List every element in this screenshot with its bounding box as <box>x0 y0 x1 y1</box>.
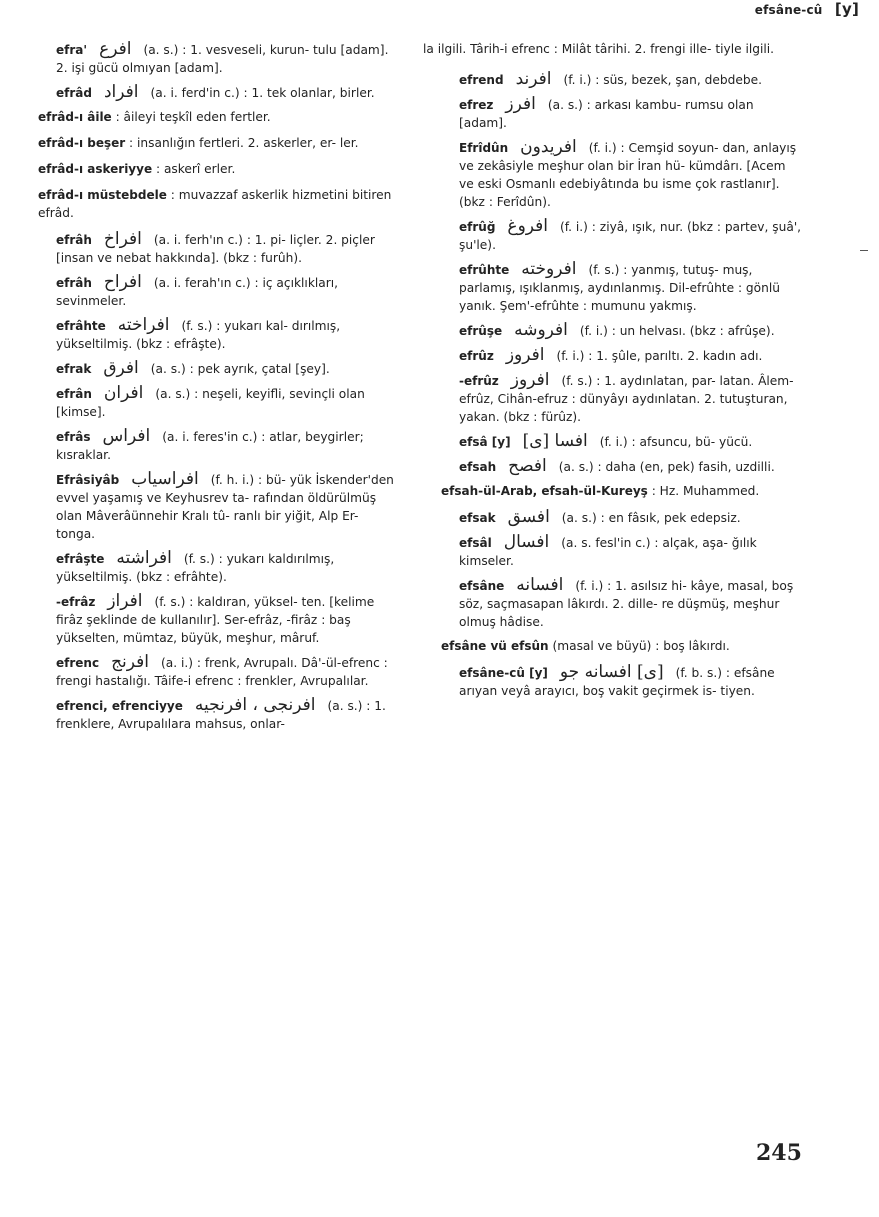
arabic-script: افرق <box>103 358 139 378</box>
header-title: efsâne-cû <box>754 3 823 17</box>
dictionary-entry <box>423 260 803 315</box>
definition-text: (a. s.) : pek ayrık, çatal [şey]. <box>150 362 330 376</box>
arabic-script: افرع <box>99 39 132 59</box>
dictionary-entry <box>423 95 803 132</box>
dictionary-entry <box>423 321 803 340</box>
definition-text: (a. s.) : neşeli, keyifli, sevinçli olan [kimse]. <box>56 387 365 419</box>
definition-text: (a. s. fesl'in c.) : alçak, aşa- ğılık kimseler. <box>459 536 757 568</box>
headword: efsâne vü efsûn <box>441 639 549 653</box>
definition-text: (a. i. feres'in c.) : atlar, beygirler; kısraklar. <box>56 430 364 462</box>
dictionary-entry <box>423 432 803 451</box>
headword: efsâ [y] <box>459 435 511 449</box>
definition-text: : Hz. Muhammed. <box>651 484 760 498</box>
dictionary-entry <box>20 273 394 310</box>
dictionary-entry <box>20 40 394 77</box>
arabic-script: [ى] افسانه جو <box>559 662 664 682</box>
headword: efrâd-ı beşer <box>38 136 126 150</box>
definition-text: (f. s.) : 1. aydınlatan, par- latan. Âlem-efrûz, Cihân-efruz : dünyâyı aydınlatan. 2. tutuşturan, yakan. (bkz : fürûz). <box>459 374 794 424</box>
headword: efrend <box>459 73 504 87</box>
definition-text: : muvazzaf askerlik hizmetini bitiren efrâd. <box>38 188 392 220</box>
headword: efsâne-cû [y] <box>459 666 548 680</box>
headword: efrez <box>459 98 494 112</box>
dictionary-entry <box>423 40 803 58</box>
definition-text: : insanlığın fertleri. 2. askerler, er- ler. <box>129 136 359 150</box>
arabic-script: افراح <box>103 272 142 292</box>
arabic-script: افصح <box>508 456 547 476</box>
definition-text: (f. s.) : kaldıran, yüksel- ten. [kelime firâz şeklinde de kullanılır]. Ser-efrâz, -firâz : baş yükselten, mümtaz, büyük, meşhur, mâruf. <box>56 595 375 645</box>
definition-text: (a. i. ferah'ın c.) : iç açıklıkları, sevinmeler. <box>56 276 339 308</box>
arabic-script: افسق <box>507 507 550 527</box>
headword: efrân <box>56 387 92 401</box>
definition-text: (a. s.) : en fâsık, pek edepsiz. <box>561 511 741 525</box>
dictionary-entry <box>423 533 803 570</box>
arabic-script: افراسياب <box>131 469 199 489</box>
header-bracket: [y] <box>834 0 859 18</box>
headword: efrak <box>56 362 92 376</box>
dictionary-entry <box>423 576 803 631</box>
headword: efsah-ül-Arab, efsah-ül-Kureyş <box>441 484 648 498</box>
headword: efrûşe <box>459 324 503 338</box>
dictionary-entry <box>20 160 394 178</box>
headword: efrâşte <box>56 552 105 566</box>
definition-text: (f. i.) : afsuncu, bü- yücü. <box>599 435 753 449</box>
arabic-script: افسال <box>503 532 550 552</box>
dictionary-entry <box>20 549 394 586</box>
headword: efrâhte <box>56 319 106 333</box>
headword: efrûz <box>459 349 494 363</box>
dictionary-entry <box>423 637 803 655</box>
headword: efsâl <box>459 536 492 550</box>
definition-text: : âileyi teşkîl eden fertler. <box>115 110 271 124</box>
headword: efsâne <box>459 579 505 593</box>
arabic-script: افرند <box>515 69 552 89</box>
definition-text: (a. i. ferd'in c.) : 1. tek olanlar, birler. <box>150 86 375 100</box>
headword: Efrâsiyâb <box>56 473 120 487</box>
definition-text: la ilgili. Târih-i efrenc : Milât târihi. 2. frengi ille- tiyle ilgili. <box>423 42 774 56</box>
dictionary-entry <box>20 696 394 733</box>
definition-text: (f. i.) : un helvası. (bkz : afrûşe). <box>579 324 775 338</box>
headword: efsak <box>459 511 496 525</box>
headword: efrûğ <box>459 220 496 234</box>
dictionary-entry <box>20 427 394 464</box>
dictionary-entry <box>20 384 394 421</box>
headword: efrenc <box>56 656 100 670</box>
dictionary-entry <box>20 230 394 267</box>
headword: -efrûz <box>459 374 499 388</box>
definition-text: (a. s.) : 1. frenklere, Avrupalılara mahsus, onlar- <box>56 699 386 731</box>
arabic-script: افران <box>103 383 144 403</box>
dictionary-entry <box>20 134 394 152</box>
headword: efrâd <box>56 86 92 100</box>
definition-text: (a. s.) : daha (en, pek) fasih, uzdilli. <box>558 460 775 474</box>
definition-text: (f. i.) : 1. şûle, parıltı. 2. kadın adı. <box>556 349 763 363</box>
definition-text: (f. s.) : yukarı kaldırılmış, yükseltilmiş. (bkz : efrâhte). <box>56 552 335 584</box>
headword: Efrîdûn <box>459 141 509 155</box>
dictionary-entry <box>423 70 803 89</box>
arabic-script: افسانه <box>516 575 564 595</box>
headword: efrâd-ı âile <box>38 110 112 124</box>
arabic-script: افراز <box>107 591 143 611</box>
headword: efrâs <box>56 430 91 444</box>
dictionary-entry <box>423 482 803 500</box>
dictionary-entry <box>20 592 394 647</box>
arabic-script: افروز <box>510 370 550 390</box>
arabic-script: افراشته <box>116 548 172 568</box>
definition-text: (f. h. i.) : bü- yük İskender'den evvel yaşamış ve Keyhusrev ta- rafından öldürülmüş olan Mâverâünnehir Kralı tû- ranlı bir yiğit, Alp Er-tonga. <box>56 473 394 541</box>
headword: efrenci, efrenciyye <box>56 699 183 713</box>
dictionary-entry <box>423 217 803 254</box>
definition-text: (a. i. ferh'ın c.) : 1. pi- liçler. 2. piçler [insan ve nebat hakkında]. (bkz : furûh). <box>56 233 375 265</box>
page-number: 245 <box>756 1140 802 1166</box>
dictionary-entry <box>20 83 394 102</box>
arabic-script: افرز <box>505 94 536 114</box>
headword: efrâd-ı askeriyye <box>38 162 153 176</box>
dictionary-entry <box>20 470 394 543</box>
arabic-script: افسا [ى] <box>522 431 588 451</box>
left-column <box>20 40 394 739</box>
definition-text: (f. i.) : ziyâ, ışık, nur. (bkz : partev, şuâ', şu'le). <box>459 220 802 252</box>
dictionary-entry <box>423 346 803 365</box>
definition-text: (f. i.) : Cemşid soyun- dan, anlayış ve zekâsiyle meşhur olan bir İran hü- kümdârı. [Acem ve eski Osmanlı edebiyâtında bu isme çok rastlanır]. (bkz : Ferîdûn). <box>459 141 797 209</box>
dictionary-entry <box>20 316 394 353</box>
arabic-script: افروخته <box>521 259 577 279</box>
dictionary-entry <box>423 371 803 426</box>
arabic-script: افروشه <box>514 320 568 340</box>
headword: efrâh <box>56 233 92 247</box>
dictionary-entry <box>20 108 394 126</box>
definition-text: (f. i.) : süs, bezek, şan, debdebe. <box>563 73 762 87</box>
arabic-script: افراس <box>102 426 151 446</box>
dictionary-entry <box>423 663 803 700</box>
right-column <box>423 40 803 706</box>
arabic-script: افرنجى ، افرنجيه <box>194 695 316 715</box>
dictionary-entry <box>20 186 394 222</box>
definition-text: (f. s.) : yukarı kal- dırılmış, yükseltilmiş. (bkz : efrâşte). <box>56 319 341 351</box>
definition-text: (masal ve büyü) : boş lâkırdı. <box>552 639 730 653</box>
headword: efsah <box>459 460 497 474</box>
arabic-script: افراد <box>103 82 139 102</box>
dictionary-entry <box>20 359 394 378</box>
definition-text: (f. i.) : 1. asılsız hi- kâye, masal, boş söz, saçmasapan lâkırdı. 2. dille- re düşmüş, meşhur olmuş hâdise. <box>459 579 794 629</box>
definition-text: (f. s.) : yanmış, tutuş- muş, parlamış, ışıklanmış, aydınlanmış. Dil-efrûhte : gönlü yanık. Şem'-efrûhte : mumunu yakmış. <box>459 263 780 313</box>
headword: -efrâz <box>56 595 96 609</box>
definition-text: : askerî erler. <box>155 162 236 176</box>
headword: efrûhte <box>459 263 510 277</box>
arabic-script: افروز <box>505 345 545 365</box>
dictionary-entry <box>423 457 803 476</box>
headword: efrâd-ı müstebdele <box>38 188 167 202</box>
dictionary-entry <box>423 138 803 211</box>
definition-text: (a. s.) : 1. vesveseli, kurun- tulu [adam]. 2. işi gücü olmıyan [adam]. <box>56 43 389 75</box>
definition-text: (a. s.) : arkası kambu- rumsu olan [adam]. <box>459 98 754 130</box>
arabic-script: افرنج <box>111 652 150 672</box>
headword: efrâh <box>56 276 92 290</box>
headword: efra' <box>56 43 88 57</box>
definition-text: (a. i.) : frenk, Avrupalı. Dâ'-ül-efrenc : frengi hastalığı. Tâife-i efrenc : frenkler, Avrupalılar. <box>56 656 388 688</box>
arabic-script: افراخ <box>103 229 142 249</box>
arabic-script: افريدون <box>520 137 577 157</box>
arabic-script: افراخته <box>117 315 170 335</box>
arabic-script: افروغ <box>507 216 549 236</box>
running-header <box>755 0 859 18</box>
dictionary-entry <box>20 653 394 690</box>
definition-text: (f. b. s.) : efsâne arıyan veyâ arayıcı, boş vakit geçirmek is- tiyen. <box>459 666 775 698</box>
dictionary-entry <box>423 508 803 527</box>
margin-mark <box>860 250 868 251</box>
